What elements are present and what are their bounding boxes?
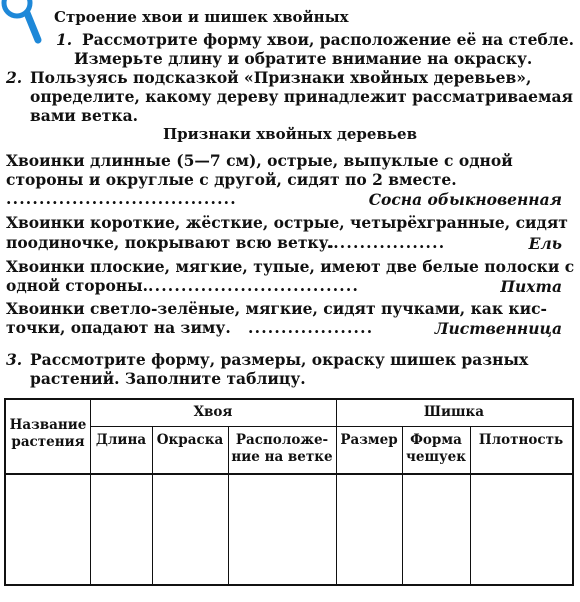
sign1-line1: Хвоинки длинные (5—7 см), острые, выпуклые с одной bbox=[6, 151, 513, 170]
task2-line3: вами ветка. bbox=[30, 106, 139, 125]
task3-number: 3. bbox=[6, 350, 23, 369]
sign3-line1: Хвоинки плоские, мягкие, тупые, имеют две белые полоски с bbox=[6, 257, 575, 276]
task2-line1: Пользуясь подсказкой «Признаки хвойных деревьев», bbox=[30, 68, 532, 87]
group-cone-header: Шишка bbox=[423, 404, 485, 420]
cone-density-header: Плотность bbox=[478, 432, 564, 448]
signs-heading: Признаки хвойных деревьев bbox=[162, 125, 418, 143]
cell-cone-size[interactable] bbox=[337, 475, 402, 584]
cell-needles-color[interactable] bbox=[153, 475, 228, 584]
sign3-line2: одной стороны. bbox=[6, 276, 149, 295]
task2-number: 2. bbox=[6, 68, 23, 87]
section-title: Строение хвои и шишек хвойных bbox=[54, 8, 349, 26]
task3-line1: Рассмотрите форму, размеры, окраску шишек разных bbox=[30, 350, 529, 369]
sign4-answer: Лиственница bbox=[434, 319, 562, 338]
sign1-line2: стороны и округлые с другой, сидят по 2 вместе. bbox=[6, 170, 457, 189]
sign4-line1: Хвоинки светло-зелёные, мягкие, сидят пучками, как кис- bbox=[6, 299, 547, 318]
task2-line2: определите, какому дереву принадлежит рассматриваемая bbox=[30, 87, 573, 106]
cell-cone-density[interactable] bbox=[471, 475, 572, 584]
sign4-line2: точки, опадают на зиму. bbox=[6, 318, 231, 337]
task1-number: 1. bbox=[56, 30, 73, 49]
needles-position-header: Расположе- ние на ветке bbox=[231, 432, 333, 465]
cone-size-header: Размер bbox=[340, 432, 398, 448]
needles-length-header: Длина bbox=[95, 432, 147, 448]
magnifier-icon bbox=[0, 0, 46, 48]
sign1-answer: Сосна обыкновенная bbox=[368, 190, 562, 209]
task3-line2: растений. Заполните таблицу. bbox=[30, 369, 306, 388]
cell-needles-position[interactable] bbox=[229, 475, 336, 584]
needles-color-header: Окраска bbox=[156, 432, 224, 448]
sign3-answer: Пихта bbox=[500, 277, 562, 296]
col-name-header: Название растения bbox=[9, 417, 87, 450]
cell-plant-name[interactable] bbox=[6, 475, 90, 584]
cell-needles-length[interactable] bbox=[91, 475, 152, 584]
task1-line2: Измерьте длину и обратите внимание на окраску. bbox=[74, 49, 533, 68]
cone-scale-header: Форма чешуек bbox=[406, 432, 466, 465]
group-needles-header: Хвоя bbox=[193, 404, 233, 420]
task1-line1: Рассмотрите форму хвои, расположение её на стебле. bbox=[82, 30, 574, 49]
sign4-dots: ................... bbox=[248, 318, 374, 337]
sign2-dots: ................... bbox=[320, 233, 446, 252]
sign2-line1: Хвоинки короткие, жёсткие, острые, четырёхгранные, сидят bbox=[6, 213, 568, 232]
sign2-answer: Ель bbox=[528, 234, 562, 253]
sign3-dots: ................................ bbox=[148, 276, 360, 295]
sign2-line2: поодиночке, покрывают всю ветку. bbox=[6, 233, 334, 252]
sign1-dots: ................................... bbox=[6, 189, 237, 208]
cell-cone-scale[interactable] bbox=[403, 475, 470, 584]
